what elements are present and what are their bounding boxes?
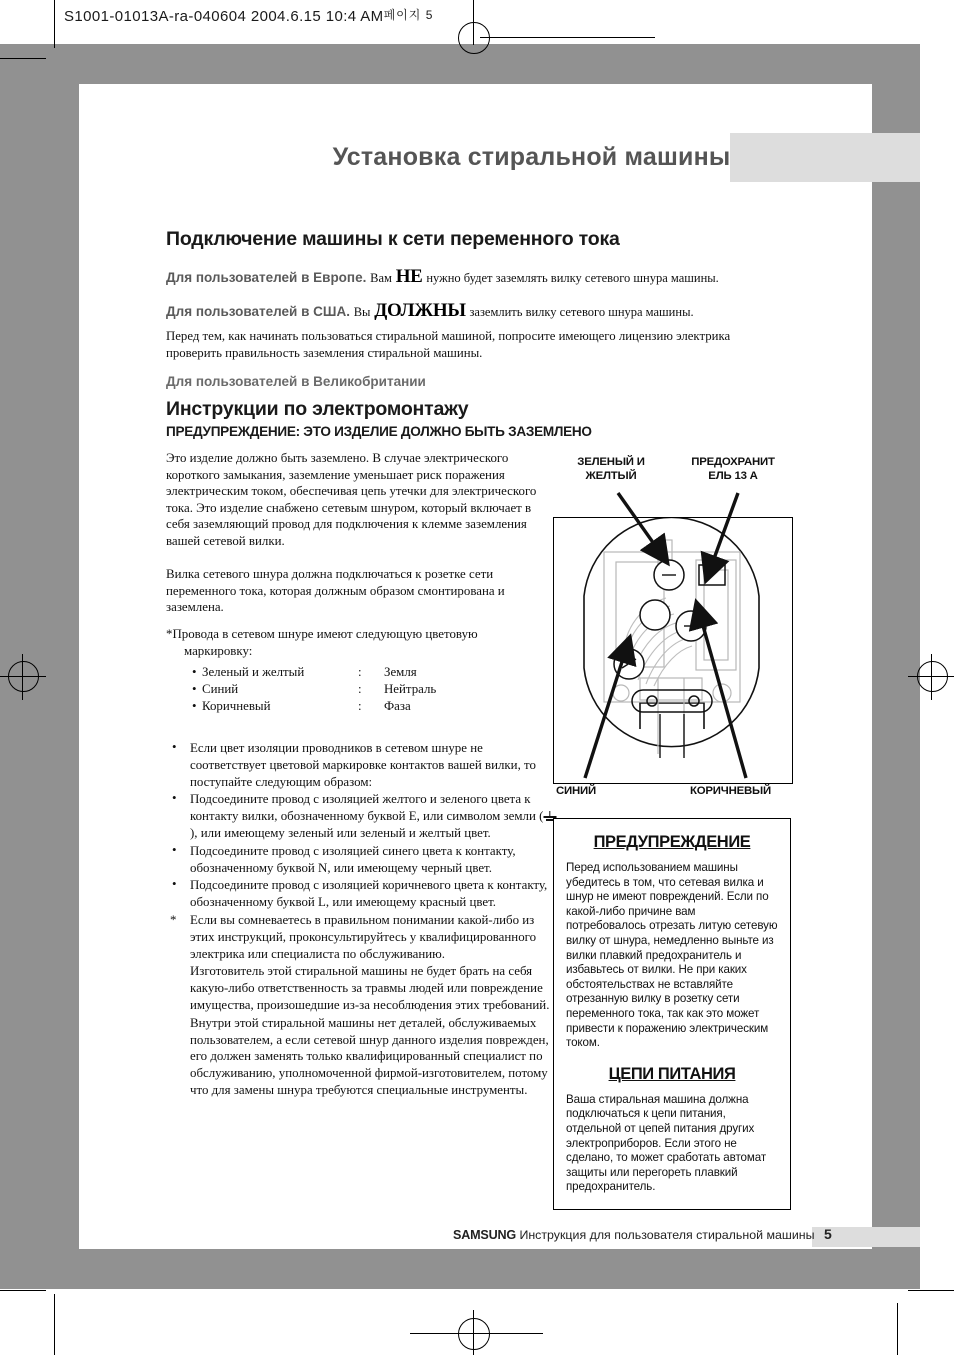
list-item-text: Подсоедините провод с изоляцией синего цвета к контакту, обозначенному буквой N, или имеющему черный цвет. — [190, 843, 516, 875]
plug-wiring-diagram — [553, 517, 793, 784]
colorcode-separator: : — [358, 682, 362, 696]
usa-post: заземлить вилку сетевого шнура машины. — [469, 305, 694, 319]
colorcode-bullet-icon: • — [192, 682, 197, 696]
colorcode-table — [166, 664, 558, 715]
power-circuit-title: ЦЕПИ ПИТАНИЯ — [608, 1064, 736, 1083]
list-item — [166, 791, 558, 841]
usa-pre: Вы — [353, 305, 371, 319]
warning-text: Перед использованием машины убедитесь в том, что сетевая вилка и шнур не имеют повреждений. Если по какой-либо причине вам потребовалось отрезать литую сетевую вилку от шнура, немедленно выньте из вилки плавкий предохранитель и избавьтесь от вилки. Не при каких обстоятельствах не вставляйте отрезанную вилку в розетку сети переменного тока, так как это может привести к поражению электрическим током. — [566, 861, 778, 1050]
crop-mark-top-vertical — [54, 0, 55, 48]
instruction-bullet-list — [166, 740, 558, 1100]
diagram-label-green-yellow: ЗЕЛЕНЫЙ И ЖЕЛТЫЙ — [577, 456, 645, 482]
list-item — [166, 843, 558, 877]
colorcode-value: Фаза — [384, 699, 411, 713]
colorcode-value: Нейтраль — [384, 682, 437, 696]
colorcode-row — [166, 681, 558, 698]
uk-label: Для пользователей в Великобритании — [166, 374, 426, 389]
usa-emphasis: ДОЛЖНЫ — [374, 300, 466, 321]
reg-line-top — [480, 37, 655, 38]
body-paragraph-2: Вилка сетевого шнура должна подключаться к розетке сети переменного тока, которая должным образом смонтирована и заземлена. — [166, 567, 505, 615]
crop-mark-bottom-right — [908, 1290, 954, 1291]
colorcode-intro-line2: маркировку: — [184, 644, 253, 658]
colorcode-row — [166, 698, 558, 715]
print-slug-korean: 페이지 5 — [383, 8, 434, 22]
europe-label: Для пользователей в Европе. — [166, 270, 367, 285]
europe-pre: Вам — [370, 271, 392, 285]
colorcode-color: Синий — [202, 682, 239, 696]
colorcode-color: Зеленый и желтый — [202, 665, 305, 679]
crop-mark-bottom-right-vertical — [897, 1303, 898, 1355]
diagram-label-brown: КОРИЧНЕВЫЙ — [690, 785, 771, 797]
colorcode-separator: : — [358, 699, 362, 713]
usa-line — [166, 300, 694, 322]
crop-mark-bottom-left — [0, 1290, 46, 1291]
body-paragraph-1: Это изделие должно быть заземлено. В случае электрического короткого замыкания, заземление уменьшает риск поражения электрическим током, обеспечивая цепь утечки для электрического тока. Это изделие снабжено сетевым шнуром, который включает в себя заземляющий провод для подключения к клемме заземления вашей сетевой вилки. — [166, 451, 537, 548]
bullet-icon: • — [172, 842, 177, 857]
list-item-text: Если цвет изоляции проводников в сетевом шнуре не соответствует цветовой маркировке контактов вашей вилки, то поступайте следующим образом: — [190, 741, 536, 789]
bullet-icon: • — [172, 877, 177, 892]
section-heading: Подключение машины к сети переменного тока — [166, 228, 620, 250]
list-item-text-a: Подсоедините провод с изоляцией желтого и зеленого цвета к контакту вилки, обозначенному буквой E, или символом земли ( — [190, 792, 544, 824]
diagram-label-blue: СИНИЙ — [556, 785, 597, 797]
plug-diagram-svg — [554, 518, 789, 780]
europe-line — [166, 266, 719, 288]
list-item — [166, 877, 558, 911]
warning-title: ПРЕДУПРЕЖДЕНИЕ — [593, 833, 751, 851]
registration-mark-top — [458, 22, 490, 54]
wiring-heading: Инструкции по электромонтажу — [166, 398, 469, 420]
colorcode-bullet-icon: • — [192, 699, 197, 713]
europe-post: нужно будет заземлять вилку сетевого шнура машины. — [426, 271, 719, 285]
colorcode-value: Земля — [384, 665, 417, 679]
list-item — [166, 912, 558, 962]
samsung-logo: SAMSUNG — [453, 1228, 516, 1242]
power-circuit-text: Ваша стиральная машина должна подключаться к цепи питания, отдельной от цепей питания других электроприборов. Если этого не сделано, то может сработать автомат защиты или перегореть плавкий предохранитель. — [566, 1092, 767, 1194]
registration-mark-left — [8, 661, 39, 692]
warning-box — [553, 818, 791, 1210]
usa-note: Перед тем, как начинать пользоваться стиральной машиной, попросите имеющего лицензию электрика проверить правильность заземления стиральной машины. — [166, 329, 731, 360]
diagram-label-fuse: ПРЕДОХРАНИТ ЕЛЬ 13 A — [691, 456, 775, 482]
page-title: Установка стиральной машины — [332, 143, 731, 171]
wiring-warning: ПРЕДУПРЕЖДЕНИЕ: ЭТО ИЗДЕЛИЕ ДОЛЖНО БЫТЬ ЗАЗЕМЛЕНО — [166, 424, 592, 439]
colorcode-intro-line1: *Провода в сетевом шнуре имеют следующую цветовую — [166, 627, 478, 641]
page-number: 5 — [823, 1226, 832, 1242]
colorcode-row — [166, 664, 558, 681]
footer-text: Инструкция для пользователя стиральной машины — [519, 1228, 815, 1242]
colorcode-separator: : — [358, 665, 362, 679]
registration-mark-bottom — [458, 1318, 490, 1350]
list-item-text: Подсоедините провод с изоляцией коричневого цвета к контакту, обозначенному буквой L, или имеющему красный цвет. — [190, 878, 548, 910]
registration-mark-right — [917, 661, 948, 692]
list-item-text-b: ), или имеющему зеленый или зеленый и желтый цвет. — [190, 825, 491, 840]
crop-mark-top-horizontal — [0, 58, 46, 59]
crop-mark-bottom-left-vertical — [54, 1294, 55, 1355]
usa-label: Для пользователей в США. — [166, 304, 350, 319]
bullet-icon: • — [172, 791, 177, 806]
list-item-text: Изготовитель этой стиральной машины не будет брать на себя какую-либо ответственность за травмы людей или повреждение имущества, произошедшие из-за несоблюдения этих требований. — [190, 964, 550, 1012]
bullet-icon: • — [172, 740, 177, 754]
list-item-text: Внутри этой стиральной машины нет деталей, обслуживаемых пользователем, а если сетевой шнур данного изделия поврежден, его должен заменять только квалифицированный специалист по обслуживанию, уполномоченной фирмой-изготовителем, потому что для замены шнура требуются специальные инструменты. — [190, 1015, 549, 1097]
print-slug — [64, 6, 433, 25]
asterisk-icon: * — [170, 912, 177, 927]
europe-emphasis: НЕ — [395, 266, 423, 287]
colorcode-bullet-icon: • — [192, 665, 197, 679]
colorcode-color: Коричневый — [202, 699, 271, 713]
print-slug-text: S1001-01013A-ra-040604 2004.6.15 10:4 AM — [64, 8, 384, 25]
list-item — [166, 1015, 558, 1099]
list-item — [166, 963, 558, 1013]
list-item — [166, 740, 558, 790]
list-item-text: Если вы сомневаетесь в правильном понимании какой-либо из этих инструкций, проконсультируйтесь у квалифицированного электрика или специалиста по обслуживанию. — [190, 912, 537, 961]
page-footer — [453, 1226, 832, 1242]
header-title-box — [333, 133, 730, 182]
